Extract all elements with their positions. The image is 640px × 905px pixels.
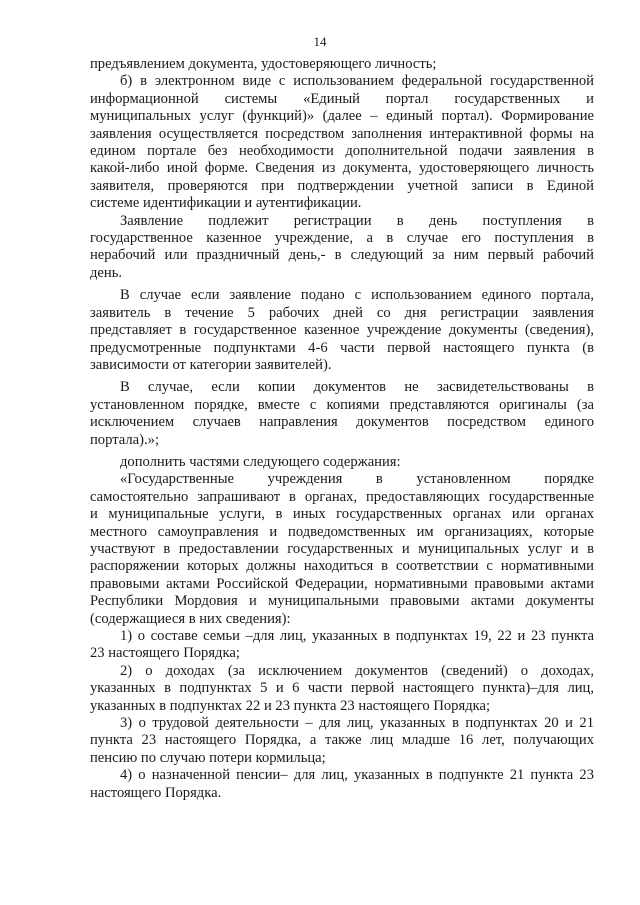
text-line: 23 настоящего Порядка; <box>90 645 240 662</box>
text-line: местного самоуправления и подведомственных им организациях, которые <box>90 523 594 540</box>
text-line: правовыми актами Российской Федерации, нормативными правовыми актами <box>90 575 594 592</box>
text-line: нерабочий или праздничный день,- в следующий за ним первый рабочий <box>90 247 594 264</box>
text-line: распоряжении которых должны находиться в соответствии с нормативными <box>90 558 594 575</box>
paragraph <box>90 715 594 767</box>
paragraph <box>90 379 594 449</box>
text-line: портала).»; <box>90 431 159 448</box>
text-line: заявления осуществляется посредством заполнения интерактивной формы на <box>90 125 594 142</box>
text-line: день. <box>90 264 123 281</box>
text-line: пенсию по случаю потери кормильца; <box>90 749 326 766</box>
paragraph <box>90 767 594 802</box>
text-line: 1) о составе семьи –для лиц, указанных в подпунктах 19, 22 и 23 пункта <box>120 628 594 644</box>
text-line: В случае, если копии документов не засвидетельствованы в <box>120 379 594 396</box>
page-number: 14 <box>313 34 327 49</box>
text-line: 4) о назначенной пенсии– для лиц, указанных в подпункте 21 пункта 23 <box>120 767 594 784</box>
text-line: и муниципальные услуги, в иных государственных органах или органах <box>90 506 594 523</box>
text-line: предъявлением документа, удостоверяющего личность; <box>90 56 437 72</box>
text-line: участвуют в предоставлении государственных и муниципальных услуг и в <box>90 540 594 557</box>
text-line: указанных в подпунктах 22 и 23 пункта 23 настоящего Порядка; <box>90 697 491 714</box>
paragraph <box>90 663 594 715</box>
text-line: самостоятельно запрашивают в органах, предоставляющих государственные <box>90 488 594 505</box>
text-line: муниципальных услуг (функций)» (далее – единый портал). Формирование <box>90 108 594 125</box>
text-line: настоящего Порядка. <box>90 784 222 801</box>
text-line: дополнить частями следующего содержания: <box>120 453 401 470</box>
text-line: «Государственные учреждения в установленном порядке <box>120 471 594 488</box>
text-line: 3) о трудовой деятельности – для лиц, указанных в подпунктах 20 и 21 <box>120 715 594 732</box>
text-line: заявитель в течение 5 рабочих дней со дня регистрации заявления <box>90 304 594 321</box>
text-line: б) в электронном виде с использованием федеральной государственной <box>120 73 594 90</box>
text-line: установленном порядке, вместе с копиями представляются оригиналы (за <box>90 396 594 413</box>
text-line: информационной системы «Единый портал государственных и <box>90 90 594 107</box>
document-body <box>90 56 594 802</box>
text-line: зависимости от категории заявителей). <box>90 356 332 373</box>
paragraph <box>90 56 594 73</box>
text-line: едином портале без необходимости дополнительной подачи заявления в <box>90 143 594 160</box>
text-line: какой-либо иной форме. Сведения из документа, удостоверяющего личность <box>90 160 594 177</box>
paragraph <box>90 287 594 374</box>
paragraph <box>90 454 594 471</box>
text-line: государственное казенное учреждение, а в случае его поступления в <box>90 230 594 247</box>
text-line: системе идентификации и аутентификации. <box>90 195 362 212</box>
paragraph <box>90 628 594 663</box>
text-line: заявителя, проверяются при подтверждении учетной записи в Единой <box>90 177 594 194</box>
text-line: Заявление подлежит регистрации в день поступления в <box>120 212 594 229</box>
paragraph <box>90 73 594 212</box>
text-line: исключением случаев направления документов посредством единого <box>90 414 594 431</box>
text-line: 2) о доходах (за исключением документов (сведений) о доходах, <box>120 662 594 679</box>
text-line: указанных в подпунктах 5 и 6 части первой настоящего пункта)–для лиц, <box>90 680 594 697</box>
paragraph <box>90 471 594 628</box>
text-line: представляет в государственное казенное учреждение документы (сведения), <box>90 322 594 339</box>
text-line: Республики Мордовия и муниципальными правовыми актами документы <box>90 593 594 610</box>
paragraph <box>90 213 594 283</box>
text-line: В случае если заявление подано с использованием единого портала, <box>120 287 594 304</box>
text-line: предусмотренные подпунктами 4-6 части первой настоящего пункта (в <box>90 339 594 356</box>
text-line: (содержащиеся в них сведения): <box>90 610 291 627</box>
text-line: пункта 23 настоящего Порядка, а также лиц младше 16 лет, получающих <box>90 732 594 749</box>
